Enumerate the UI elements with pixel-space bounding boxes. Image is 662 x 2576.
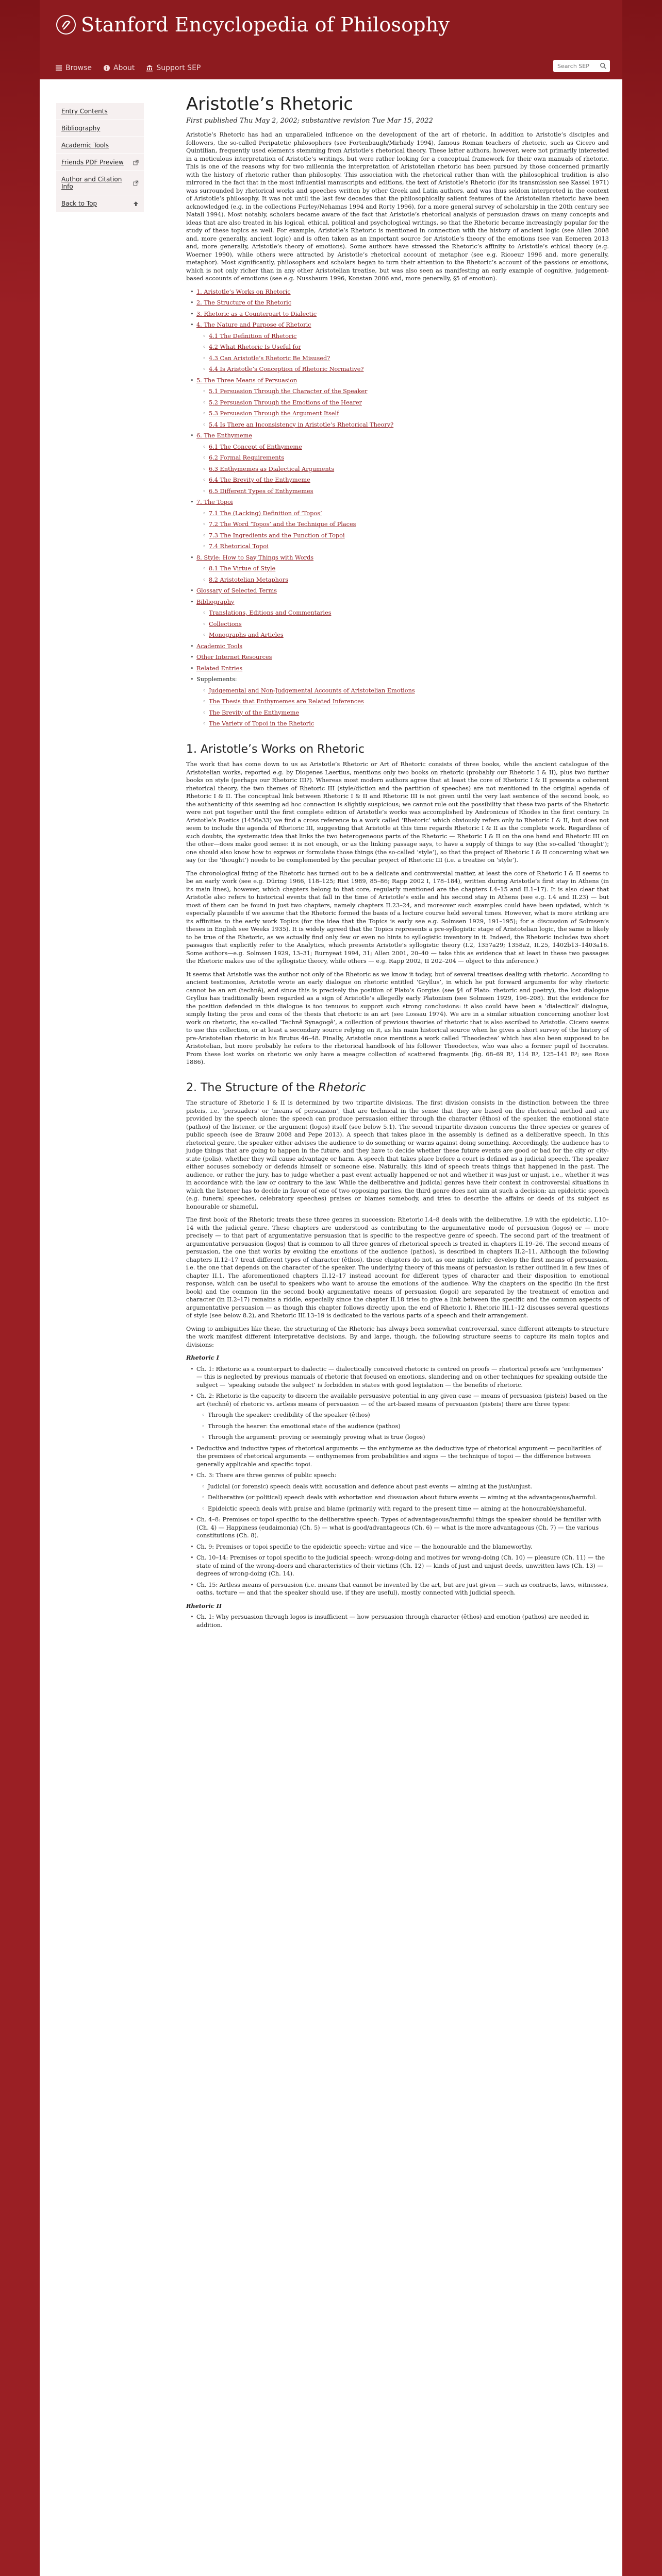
bank-icon [146,64,153,72]
toc-item-text[interactable]: 7.4 Rhetorical Topoi [209,543,269,550]
section-2-paragraph: The first book of the Rhetoric treats these three genres in succession: Rhetoric I.4–8 deals with the deliberative, I.9 with the epideictic, I.10–14 with the judicial genre. These chapters are understood as contributing to the argumentative mode of persuasion (logos) or — more precisely — to that part of argumentative persuasion that is specific to the respective genre of speech. The second part of the treatment of argumentative persuasion (logos) that is common to all three genres of rhetorical speech is treated in chapters II.19–26. The second means of persuasion, the one that works by evoking the emotions of the audience (pathos), is described in chapters II.2–11. Although the following chapters II.12–17 treat different types of character (êthos), these chapters do not, as one might infer, develop the first means of persuasion, i.e. the one that depends on the character of the speaker. The underlying theory of this means of persuasion is rather outlined in a few lines of chapter II.1. The aforementioned chapters II.12–17 instead account for different types of character and their disposition to emotional response, which can be useful to speakers who want to arouse the emotions of the audience. Why the chapters on the specific (in the first book) and the common (in the second book) argumentative means of persuasion (logoi) are separated by the treatment of emotion and character (in II.2–17) remains a riddle, especially since the chapter II.18 tries to give a link between the specific and the common aspects of argumentative persuasion — as though this chapter follows directly upon the end of Rhetoric I. Rhetoric III.1–12 discusses several questions of style (see below 8.2), and Rhetoric III.13–19 is dedicated to the various parts of a speech and their arrangement. [186,1216,609,1319]
toc-item[interactable] [196,675,609,684]
site-header [40,0,622,79]
toc-item[interactable] [209,465,609,473]
toc-item-text[interactable]: 3. Rhetoric as a Counterpart to Dialectic [196,310,317,317]
sidebar-item-label: Academic Tools [61,142,109,149]
outline-item [196,1392,609,1408]
toc-item[interactable] [209,365,609,374]
toc-item-text[interactable]: 8.1 The Virtue of Style [209,565,276,572]
outline-item-text: Ch. 4–8: Premises or topoi specific to the deliberative speech: Types of advantageous/harmful things the speaker should be familiar with (Ch. 4) — Happiness (eudaimonia) (Ch. 5) — what is good/advantageous (Ch. 6) — what is the more advantageous (Ch. 7) — the various constitutions (Ch. 8). [196,1516,601,1539]
toc-item[interactable] [209,709,609,717]
section-1-paragraph: The work that has come down to us as Aristotle’s Rhetoric or Art of Rhetoric consists of three books, while the ancient catalogue of the Aristotelian works, reported e.g. by Diogenes Laertius, mentions only two books on rhetoric (probably our Rhetoric I & II), plus two further books on style (perhaps our Rhetoric III?). Whereas most modern authors agree that at least the core of Rhetoric I & II presents a coherent rhetorical theory, the two themes of Rhetoric III (style/diction and the partition of speeches) are not mentioned in the original agenda of Rhetoric I & II. The conceptual link between Rhetoric I & II and Rhetoric III is not given until the very last sentence of the second book, so the authenticity of this seeming ad hoc connection is slightly suspicious; we cannot rule out the possibility that these two parts of the Rhetoric were not put together until the first complete edition of Aristotle’s works was accomplished by Andronicus of Rhodes in the first century. In Aristotle’s Poetics (1456a33) we find a cross reference to a work called ‘Rhetoric’ which obviously refers only to Rhetoric I & II, but does not seem to include the agenda of Rhetoric III, suggesting that Aristotle at this time regards Rhetoric I & II as the complete work. Regardless of such doubts, the systematic idea that links the two heterogeneous parts of the Rhetoric — Rhetoric I & II on the one hand and Rhetoric III on the other—does make good sense: it is not enough, or as the linking passage says, to have a supply of things to say (the so-called ‘thought’); one should also know how to express or formulate those things (the so-called ‘style’), so that the project of Rhetoric I & II concerning what we say (or the ‘thought’) needs to be complemented by the peculiar project of Rhetoric III (i.e. a treatise on ‘style’). [186,761,609,863]
outline-item-text: Ch. 15: Artless means of persuasion (i.e. means that cannot be invented by the art, but are just given — such as contracts, laws, witnesses, oaths, torture — and that the speaker should use, if they are useful), mostly connected with judicial speech. [196,1581,608,1596]
toc-item[interactable] [196,377,609,385]
outline-item-text: Ch. 1: Why persuasion through logos is insufficient — how persuasion through character (êthos) and emotion (pathos) are needed in addition. [196,1614,589,1629]
section-2-heading [186,1081,609,1094]
toc-item-text[interactable]: 6. The Enthymeme [196,432,252,439]
toc-item[interactable] [209,343,609,351]
outline-item-text: Through the argument: proving or seemingly proving what is true (logos) [208,1434,425,1440]
outline-item-text: Ch. 1: Rhetoric as a counterpart to dialectic — dialectically conceived rhetoric is centred on proofs — rhetorical proofs are ‘enthymemes’ — this is neglected by previous manuals of rhetoric that focused on emotions, slandering and on other techniques for speaking outside the subject — ‘speaking outside the subject’ is forbidden in states with good legislation — the benefits of rhetoric. [196,1365,607,1388]
toc-item[interactable] [196,642,609,651]
sidebar-item-label: Author and Citation Info [61,176,122,190]
sidebar-item-author-citation[interactable] [56,171,144,195]
sidebar-item-entry-contents[interactable] [56,103,144,120]
nav-support[interactable] [146,64,201,72]
section-1-paragraph: The chronological fixing of the Rhetoric has turned out to be a delicate and controversial matter, at least the core of Rhetoric I & II seems to be an early work (see e.g. Düring 1966, 118–125; Rist 1989, 85–86; Rapp 2002 I, 178–184), written during Aristotle’s first stay in Athens (in its main lines), however, which chapters belong to that core, regularly mentioned are the chapters I.4–15 and II.1–17). It is also clear that Aristotle also refers to historical events that fall in the time of Aristotle’s exile and his second stay in Athens (see e.g. I.4 and II.23) — but most of them can be found in just two chapters, namely chapters II.23–24, and moreover such examples could have been updated, which is especially plausible if we assume that the Rhetoric formed the basis of a lecture course held several times. However, what is more striking are its affinities to the early work Topics (for the idea that the Topics is early see e.g. Solmsen 1929, 191–195); for a discussion of Solmsen’s theses in English see Weeks 1935). It is widely agreed that the Topics represents a pre-syllogistic stage of Aristotelian logic, the same is likely to be true of the Rhetoric, as we actually find only few or even no hints to syllogistic inventory in it. Indeed, the Rhetoric includes two short passages that explicitly refer to the Analytics, which presents Aristotle’s syllogistic theory (I.2, 1357a29; 1358a2, II.25, 1402b13–1403a16. Some authors—e.g. Solmsen 1929, 13–31; Burnyeat 1994, 31; Allen 2001, 20–40 — take this as evidence that at least in these two passages the Rhetoric makes use of the syllogistic theory, while others — e.g. Rapp 2002, II 202–204 — object to this inference.) [186,870,609,964]
top-nav [55,64,201,72]
toc-item[interactable] [196,653,609,662]
toc-item[interactable] [196,321,609,329]
toc-item[interactable] [209,443,609,451]
publication-info: First published Thu May 2, 2002; substantive revision Tue Mar 15, 2022 [186,116,433,125]
outline-book-2 [186,1613,609,1629]
toc-item-text[interactable]: 4.4 Is Aristotle’s Conception of Rhetoric Normative? [209,366,364,372]
toc-item[interactable] [209,476,609,484]
outline-item [208,1411,609,1419]
toc-item-text[interactable]: 7. The Topoi [196,499,233,505]
outline-item [196,1365,609,1389]
toc-item[interactable] [209,609,609,617]
outline-item-text: Ch. 3: There are three genres of public speech: [196,1472,337,1479]
toc-item-text[interactable]: Judgemental and Non-Judgemental Accounts of Aristotelian Emotions [209,687,415,694]
entry-title: Aristotle’s Rhetoric [186,94,353,114]
outline-item [196,1554,609,1578]
nav-about[interactable] [103,64,135,72]
toc-item-text[interactable]: Academic Tools [196,642,243,650]
outline-item [208,1422,609,1431]
toc-item-text[interactable]: 8.2 Aristotelian Metaphors [209,576,288,583]
toc-item[interactable] [209,454,609,462]
toc-item-text[interactable]: Translations, Editions and Commentaries [209,609,332,616]
section-2-paragraph: The structure of Rhetoric I & II is determined by two tripartite divisions. The first division consists in the distinction between the three pisteis, i.e. ‘persuaders’ or ‘means of persuasion’, that are technical in the sense that they are based on the rhetorical method and are provided by the speech alone: the speech can produce persuasion either through the character (êthos) of the speaker, the emotional state (pathos) of the listener, or the argument (logos) itself (see below 5.1). The second tripartite division concerns the three species or genres of public speech (see de Brauw 2008 and Pepe 2013). A speech that takes place in the assembly is defined as a deliberative speech. In this rhetorical genre, the speaker either advises the audience to do something or warns against doing something. Accordingly, the audience has to judge things that are going to happen in the future, and they have to decide whether these future events are good or bad for the city or city-state (polis), whether they will cause advantage or harm. A speech that takes place before a court is defined as a judicial speech. The speaker either accuses somebody or defends himself or someone else. Naturally, this kind of speech treats things that happened in the past. The audience, or rather the jury, has to judge whether a past event actually happened or not and whether it was just or unjust, i.e., whether it was in accordance with the law or contrary to the law. While the deliberative and judicial genres have their context in controversial situations in which the listener has to decide in favour of one of two opposing parties, the third genre does not aim at such a decision: an epideictic speech (e.g. funeral speeches, celebratory speeches) praises or blames somebody, and tries to describe the affairs or deeds of its subject as honourable or shameful. [186,1099,609,1210]
page-sheet [40,0,622,2576]
entry-main [186,94,609,1634]
outline-item [208,1483,609,1491]
toc-item-text[interactable]: 2. The Structure of the Rhetoric [196,299,292,306]
toc-item[interactable] [209,532,609,540]
sidebar-item-label: Bibliography [61,125,101,132]
toc-item-text[interactable]: The Brevity of the Enthymeme [209,709,300,716]
toc-item-text[interactable]: Monographs and Articles [209,632,284,638]
sidebar-item-bibliography[interactable] [56,120,144,137]
outline-item-text: Ch. 9: Premises or topoi specific to the epideictic speech: virtue and vice — the honourable and the blameworthy. [196,1543,533,1550]
toc-item[interactable] [196,432,609,440]
outline-item-text: Deliberative (or political) speech deals with exhortation and dissuasion about future events — aiming at the advantageous/harmful. [208,1494,597,1501]
outline-item [196,1471,609,1480]
toc-item[interactable] [209,565,609,573]
toc-item-text[interactable]: 8. Style: How to Say Things with Words [196,554,314,561]
toc-item-text[interactable]: Related Entries [196,665,243,672]
toc-item[interactable] [209,620,609,629]
site-title: Stanford Encyclopedia of Philosophy [81,13,450,36]
toc-item[interactable] [209,576,609,584]
toc-item-text[interactable]: The Thesis that Enthymemes are Related Inferences [209,698,364,705]
toc-item-text[interactable]: 6.2 Formal Requirements [209,454,285,461]
toc-item[interactable] [209,410,609,418]
external-link-icon [133,160,139,165]
toc-item[interactable] [209,354,609,363]
toc-item-text[interactable]: 5.4 Is There an Inconsistency in Aristotle’s Rhetorical Theory? [209,421,394,428]
sidebar [56,103,144,212]
toc-item[interactable] [209,543,609,551]
toc-item[interactable] [196,288,609,296]
toc-item-text[interactable]: 4. The Nature and Purpose of Rhetoric [196,321,311,328]
arrow-up-icon [133,201,139,207]
toc-item-text[interactable]: 4.1 The Definition of Rhetoric [209,332,297,340]
nav-support-label: Support SEP [156,64,201,72]
toc-item-text[interactable]: 4.3 Can Aristotle’s Rhetoric Be Misused? [209,354,330,362]
sidebar-item-pdf-preview[interactable] [56,154,144,171]
section-2-heading-text: 2. The Structure of the [186,1081,319,1094]
outline-heading-book-1: Rhetoric I [186,1354,219,1361]
toc-item[interactable] [209,520,609,529]
info-icon [103,64,110,72]
toc-item[interactable] [196,598,609,606]
toc-item-text[interactable]: 5.1 Persuasion Through the Character of the Speaker [209,388,368,395]
entry-preamble: Aristotle’s Rhetoric has had an unparalleled influence on the development of the art of rhetoric. In addition to Aristotle’s disciples and followers, the so-called Peripatetic philosophers (see Fortenbaugh/Mirhady 1994), famous Roman teachers of rhetoric, such as Cicero and Quintilian, frequently used elements stemming from Aristotle’s rhetorical theory. These latter authors, however, were not primarily interested in a meticulous interpretation of Aristotle’s writings, but were rather looking for a conceptual framework for their own manuals of rhetoric. This is one of the reasons why for two millennia the interpretation of Aristotelian rhetoric has been pursued by those concerned primarily with the history of rhetoric rather than philosophy. This association with the rhetorical rather than with the philosophical tradition is also mirrored in the fact that in the most influential manuscripts and editions, the text of Aristotle’s Rhetoric (for its transmission see Kassel 1971) was surrounded by rhetorical works and speeches written by other Greek and Latin authors, and was thus seldom interpreted in the context of Aristotle’s philosophy. It was not until the last few decades that the philosophically salient features of the Aristotelian rhetoric have been acknowledged (e.g. in the collections Furley/Nehamas 1994 and Rorty 1996), for a more general survey of scholarship in the 20th century see Natali 1994). Most notably, scholars became aware of the fact that Aristotle’s rhetorical analysis of persuasion draws on many concepts and ideas that are also treated in his logical, ethical, political and psychological writings, so that the Rhetoric became increasingly popular for the study of these topics as well. For example, Aristotle’s Rhetoric is mentioned in connection with the history of ancient logic (see Allen 2008 and, more generally, ancient logic) and is often taken as an important source for Aristotle’s theory of the emotions (see van Eemeren 2013 and, more generally, Aristotle’s theory of emotions). Some authors have stressed the Rhetoric’s affinity to Aristotle’s ethical theory (e.g. Woerner 1990), while others were attracted by Aristotle’s rhetorical account of metaphor (see e.g. Ricoeur 1996 and, more generally, metaphor). Most significantly, philosophers and scholars began to turn their attention to the Rhetoric’s account of the passions or emotions, which is not only richer than in any other Aristotelian treatise, but was also seen as manifesting an early example of cognitive, judgement-based accounts of emotions (see e.g. Nussbaum 1996, Konstan 2006 and, more generally, §5 of emotion). [186,131,609,282]
toc-item-text[interactable]: 6.3 Enthymemes as Dialectical Arguments [209,465,335,472]
search-box [553,60,610,72]
nav-about-label: About [113,64,135,72]
outline-item-text: Deductive and inductive types of rhetorical arguments — the enthymeme as the deductive type of rhetorical argument — peculiarities of the premises of rhetorical arguments — enthymemes from probabilities and signs — the technique of topoi — the difference between generally applicable and specific topoi. [196,1445,602,1468]
toc-item-text[interactable]: 4.2 What Rhetoric Is Useful for [209,344,301,350]
outline-item-text: Judicial (or forensic) speech deals with accusation and defence about past events — aiming at the just/unjust. [208,1483,533,1490]
toc-item[interactable] [209,399,609,407]
outline-item [196,1445,609,1469]
table-of-contents [186,288,609,728]
toc-item[interactable] [209,510,609,518]
outline-book-1 [186,1365,609,1597]
section-2-paragraph: Owing to ambiguities like these, the structuring of the Rhetoric has always been somewhat controversial, since different attempts to structure the work manifest different interpretative decisions. By and large, though, the following structure seems to capture its main topics and divisions: [186,1325,609,1348]
outline-item [208,1494,609,1502]
external-link-icon [133,180,139,186]
toc-item[interactable] [209,698,609,706]
outline-heading-book-2: Rhetoric II [186,1602,222,1609]
sidebar-item-back-to-top[interactable] [56,195,144,212]
toc-item-text[interactable]: The Variety of Topoi in the Rhetoric [209,720,315,727]
section-1-heading: 1. Aristotle’s Works on Rhetoric [186,742,365,756]
browse-icon [55,64,62,72]
toc-item[interactable] [196,498,609,506]
toc-item-text[interactable]: 7.2 The Word ‘Topos’ and the Technique of Places [209,521,356,528]
sidebar-item-academic-tools[interactable] [56,137,144,154]
outline-item [196,1543,609,1551]
toc-item-text[interactable]: Collections [209,620,242,628]
toc-item[interactable] [209,631,609,639]
outline-item [208,1433,609,1442]
toc-item[interactable] [209,487,609,496]
sidebar-item-label: Friends PDF Preview [61,159,124,166]
toc-item-text[interactable]: 5. The Three Means of Persuasion [196,377,297,384]
toc-item[interactable] [196,299,609,307]
toc-item-text[interactable]: 5.3 Persuasion Through the Argument Itself [209,410,339,417]
toc-item-text[interactable]: Supplements: [196,676,237,683]
site-logo[interactable] [55,13,450,36]
toc-item-text[interactable]: 6.4 The Brevity of the Enthymeme [209,477,310,483]
search-input[interactable] [556,62,600,70]
toc-item[interactable] [209,387,609,396]
outline-item [208,1505,609,1513]
nav-browse-label: Browse [65,64,92,72]
toc-item[interactable] [209,720,609,728]
toc-item[interactable] [209,687,609,695]
toc-item-text[interactable]: 7.3 The Ingredients and the Function of Topoi [209,532,345,539]
sidebar-item-label: Back to Top [61,200,97,207]
outline-item [196,1581,609,1597]
section-2-heading-work: Rhetoric [318,1081,366,1094]
outline-item [196,1516,609,1540]
toc-item-text[interactable]: 6.5 Different Types of Enthymemes [209,487,313,495]
toc-item-text[interactable]: Bibliography [196,598,235,605]
toc-item[interactable] [196,310,609,318]
outline-item [196,1613,609,1629]
toc-item-text[interactable]: 6.1 The Concept of Enthymeme [209,443,302,450]
toc-item[interactable] [196,554,609,562]
toc-item[interactable] [209,332,609,341]
outline-item-text: Through the hearer: the emotional state of the audience (pathos) [208,1422,401,1430]
search-icon[interactable] [600,62,607,70]
toc-item-text[interactable]: 1. Aristotle’s Works on Rhetoric [196,288,291,295]
toc-item-text[interactable]: 5.2 Persuasion Through the Emotions of the Hearer [209,399,362,406]
outline-item-text: Ch. 2: Rhetoric is the capacity to discern the available persuasive potential in any given case — means of persuasion (pisteis) based on the art (technê) of rhetoric vs. artless means of persuasion — of the art-based means of persuasion (pisteis) there are three types: [196,1393,607,1408]
outline-item-text: Through the speaker: credibility of the speaker (êthos) [208,1412,370,1418]
nav-browse[interactable] [55,64,92,72]
sidebar-item-label: Entry Contents [61,108,108,115]
toc-item-text[interactable]: Glossary of Selected Terms [196,587,277,594]
toc-item[interactable] [209,421,609,429]
toc-item[interactable] [196,587,609,595]
outline-item-text: Ch. 10–14: Premises or topoi specific to the judicial speech: wrong-doing and motives for wrong-doing (Ch. 10) — pleasure (Ch. 11) — the state of mind of the wrong-doers and characteristics of their victims (Ch. 12) — kinds of just and unjust deeds, unwritten laws (Ch. 13) — degrees of wrong-doing (Ch. 14). [196,1554,605,1577]
toc-item[interactable] [196,665,609,673]
toc-item-text[interactable]: Other Internet Resources [196,654,272,660]
sep-logo-icon [55,14,77,36]
toc-item-text[interactable]: 7.1 The (Lacking) Definition of ‘Topos’ [209,510,322,517]
outline-item-text: Epideictic speech deals with praise and blame (primarily with regard to the present time — aiming at the honourable/shameful. [208,1505,586,1512]
section-1-paragraph: It seems that Aristotle was the author not only of the Rhetoric as we know it today, but of several treatises dealing with rhetoric. According to ancient testimonies, Aristotle wrote an early dialogue on rhetoric entitled ‘Gryllus’, in which he put forward arguments for why rhetoric cannot be an art (technê), and since this is precisely the position of Plato’s Gorgias (see §4 of Plato: rhetoric and poetry), the lost dialogue Gryllus has traditionally been regarded as a sign of Aristotle’s allegedly early Platonism (see Solmsen 1929, 196–208). But the evidence for the position defended in this dialogue is too tenuous to support such strong conclusions: it also could have been a ‘dialectical’ dialogue, simply listing the pros and cons of the thesis that rhetoric is an art (see Lossau 1974). We are in a similar situation concerning another lost work on rhetoric, the so-called ‘Technê Synagogê’, a collection of previous theories of rhetoric that is also ascribed to Aristotle. Cicero seems to use this collection, or at least a secondary source relying on it, as his main historical source when he gives a short survey of the history of pre-Aristotelian rhetoric in his Brutus 46–48. Finally, Aristotle once mentions a work called ‘Theodectea’ which has also been supposed to be Aristotelian, but more probably he refers to the rhetorical handbook of his follower Theodectes, who was also a former pupil of Isocrates. From these lost works on rhetoric we only have a meagre collection of scattered fragments (fig. 68–69 R³, 114 R³, 125–141 R³; see Rose 1886). [186,971,609,1065]
